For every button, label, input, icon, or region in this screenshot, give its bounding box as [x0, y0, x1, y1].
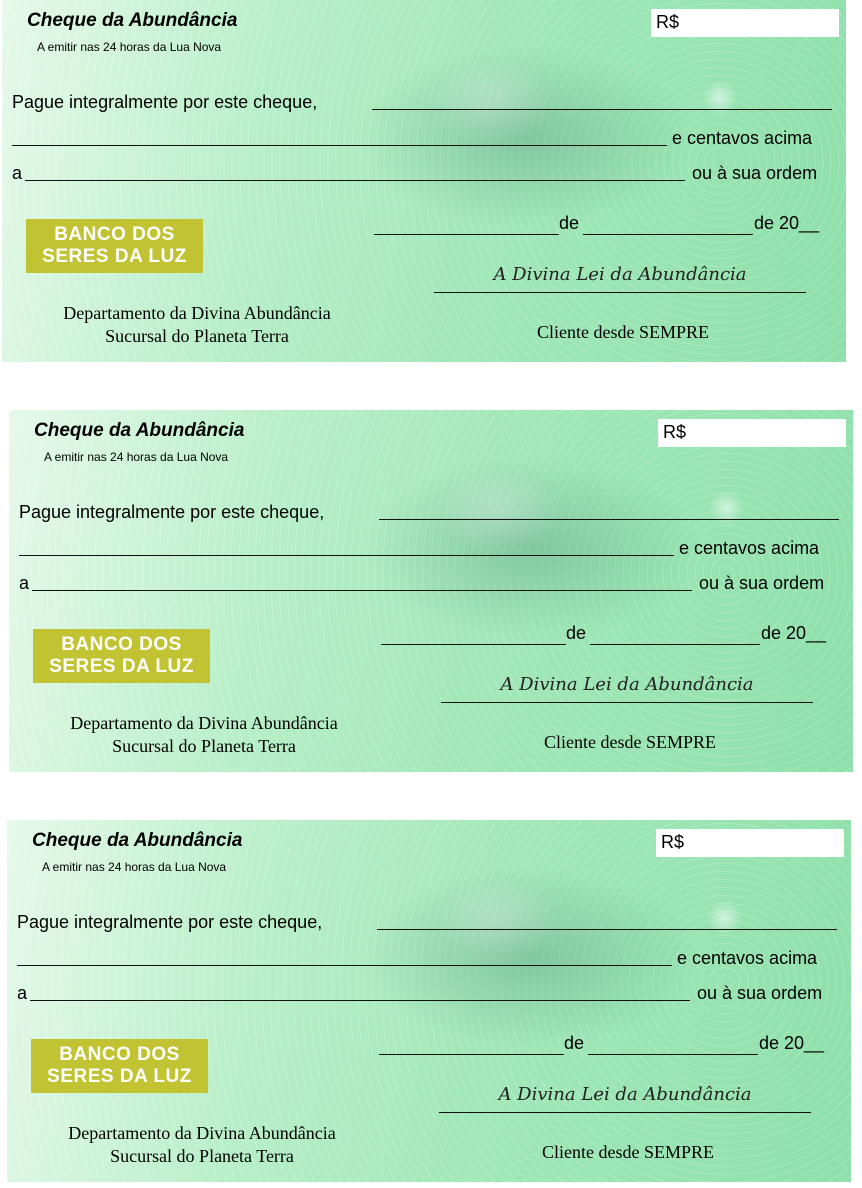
amount-label: R$ [661, 832, 685, 852]
signature-line [439, 1112, 811, 1113]
cheque [7, 820, 851, 1182]
cents-label: e centavos acima [677, 948, 818, 968]
amount-label: R$ [663, 422, 687, 442]
date-de-label: de [559, 213, 580, 233]
department-line2: Sucursal do Planeta Terra [110, 1146, 294, 1166]
year-label: de 20__ [754, 213, 820, 233]
pay-label: Pague integralmente por este cheque, [17, 912, 323, 932]
city-line[interactable] [374, 234, 559, 235]
bank-name-line1: BANCO DOS [54, 224, 175, 245]
to-label: a [17, 983, 28, 1003]
department-line2: Sucursal do Planeta Terra [112, 736, 296, 756]
city-line[interactable] [379, 1054, 564, 1055]
signature: A Divina Lei da Abundância [493, 264, 747, 285]
cheque-subtitle: A emitir nas 24 horas da Lua Nova [42, 860, 227, 874]
month-line[interactable] [590, 644, 760, 645]
order-label: ou à sua ordem [699, 573, 825, 593]
amount-words-line-2[interactable] [12, 145, 667, 146]
department-line1: Departamento da Divina Abundância [70, 713, 338, 733]
signature: A Divina Lei da Abundância [498, 1084, 752, 1105]
month-line[interactable] [583, 234, 753, 235]
cheque-subtitle: A emitir nas 24 horas da Lua Nova [37, 40, 222, 54]
pay-label: Pague integralmente por este cheque, [19, 502, 325, 522]
signature-line [434, 292, 806, 293]
to-label: a [19, 573, 30, 593]
amount-words-line[interactable] [377, 929, 837, 930]
signature: A Divina Lei da Abundância [500, 674, 754, 695]
date-de-label: de [566, 623, 587, 643]
bank-logo [33, 629, 210, 683]
cheque [9, 410, 853, 772]
bank-name-line2: SERES DA LUZ [49, 656, 194, 677]
cheque-title: Cheque da Abundância [34, 420, 245, 441]
department [17, 1122, 387, 1168]
bank-logo [26, 219, 203, 273]
department [19, 712, 389, 758]
signature-line [441, 702, 813, 703]
amount-field[interactable] [651, 9, 839, 37]
month-line[interactable] [588, 1054, 758, 1055]
bank-logo [31, 1039, 208, 1093]
cents-label: e centavos acima [679, 538, 820, 558]
amount-words-line[interactable] [379, 519, 839, 520]
bank-name-line2: SERES DA LUZ [47, 1066, 192, 1087]
bank-name-line1: BANCO DOS [59, 1044, 180, 1065]
cheque-title: Cheque da Abundância [27, 10, 238, 31]
payee-line[interactable] [30, 1000, 690, 1001]
cheque-title: Cheque da Abundância [32, 830, 243, 851]
bank-name-line2: SERES DA LUZ [42, 246, 187, 267]
to-label: a [12, 163, 23, 183]
department-line1: Departamento da Divina Abundância [68, 1123, 336, 1143]
department-line2: Sucursal do Planeta Terra [105, 326, 289, 346]
order-label: ou à sua ordem [697, 983, 823, 1003]
client-since: Cliente desde SEMPRE [544, 732, 716, 752]
city-line[interactable] [381, 644, 566, 645]
year-label: de 20__ [759, 1033, 825, 1053]
cheque [2, 0, 846, 362]
client-since: Cliente desde SEMPRE [542, 1142, 714, 1162]
payee-line[interactable] [25, 180, 685, 181]
department [12, 302, 382, 348]
year-label: de 20__ [761, 623, 827, 643]
pay-label: Pague integralmente por este cheque, [12, 92, 318, 112]
bank-name-line1: BANCO DOS [61, 634, 182, 655]
department-line1: Departamento da Divina Abundância [63, 303, 331, 323]
client-since: Cliente desde SEMPRE [537, 322, 709, 342]
amount-field[interactable] [658, 419, 846, 447]
order-label: ou à sua ordem [692, 163, 818, 183]
cheque-subtitle: A emitir nas 24 horas da Lua Nova [44, 450, 229, 464]
amount-label: R$ [656, 12, 680, 32]
amount-words-line[interactable] [372, 109, 832, 110]
payee-line[interactable] [32, 590, 692, 591]
amount-words-line-2[interactable] [17, 965, 672, 966]
amount-field[interactable] [656, 829, 844, 857]
cents-label: e centavos acima [672, 128, 813, 148]
amount-words-line-2[interactable] [19, 555, 674, 556]
date-de-label: de [564, 1033, 585, 1053]
